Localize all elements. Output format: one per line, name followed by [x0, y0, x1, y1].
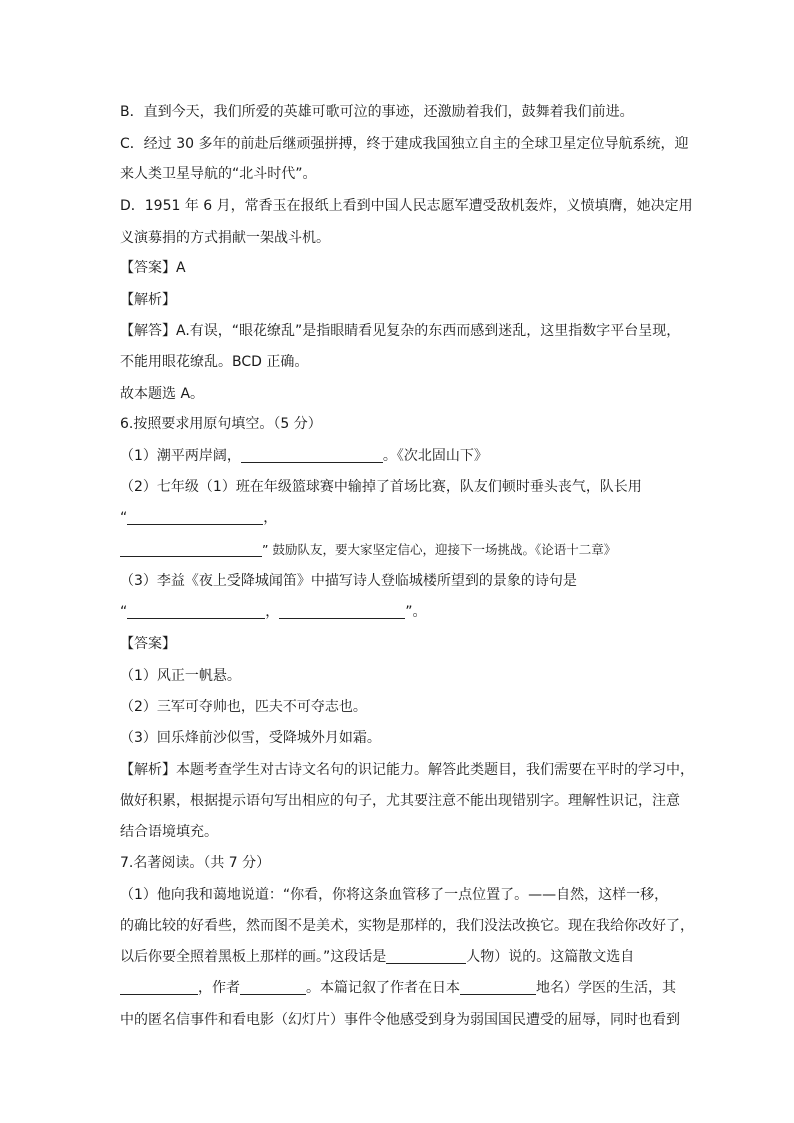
- analysis-6-line2: 做好积累，根据提示语句写出相应的句子，尤其要注意不能出现错别字。理解性识记，注意: [120, 793, 680, 809]
- comma: ，: [265, 604, 280, 620]
- question-6-2-line2: [120, 508, 277, 528]
- comma: ，: [263, 510, 278, 526]
- close-quote: ”。: [405, 604, 427, 620]
- answer-6-2: （2）三军可夺帅也，匹夫不可夺志也。: [120, 699, 367, 715]
- fill-blank: [127, 604, 265, 619]
- q6-1-prefix: （1）潮平两岸阔，: [120, 448, 241, 464]
- fill-blank: [460, 980, 536, 995]
- question-6-1: [120, 446, 488, 466]
- solution-5-line3: 故本题选 A。: [120, 386, 205, 402]
- question-7-1-line5: 中的匿名信事件和看电影（幻灯片）事件令他感受到身为弱国国民遭受的屈辱，同时也看到: [120, 1012, 680, 1028]
- fill-blank: [240, 980, 306, 995]
- open-quote: “: [120, 510, 128, 526]
- solution-5-line1: 【解答】A.有误，“眼花缭乱”是指眼睛看见复杂的东西而感到迷乱，这里指数字平台呈现，: [120, 323, 681, 339]
- fill-blank: [241, 448, 383, 463]
- fill-blank: [279, 604, 405, 619]
- answer-6-3: （3）回乐烽前沙似雪，受降城外月如霜。: [120, 730, 381, 746]
- question-7-1-line1: （1）他向我和蔼地说道：“你看，你将这条血管移了一点位置了。——自然，这样一移，: [120, 887, 669, 903]
- question-7-1-line4: [120, 978, 676, 998]
- question-6-3-line2: [120, 602, 427, 622]
- option-c-line2: 来人类卫星导航的“北斗时代”。: [120, 166, 317, 182]
- question-6-2-line3: [120, 540, 616, 560]
- solution-5-line2: 不能用眼花缭乱。BCD 正确。: [120, 354, 309, 370]
- question-6-2-line1: （2）七年级（1）班在年级篮球赛中输掉了首场比赛，队友们顿时垂头丧气，队长用: [120, 479, 642, 495]
- option-c-line1: C．经过 30 多年的前赴后继顽强拼搏，终于建成我国独立自主的全球卫星定位导航系统，迎: [120, 136, 689, 152]
- question-7-1-line3: [120, 947, 634, 967]
- q7-1-text-a: 以后你要全照着黑板上那样的画。”这段话是: [120, 949, 387, 965]
- question-6-title: 6.按照要求用原句填空。（5 分）: [120, 416, 322, 432]
- question-6-3-line1: （3）李益《夜上受降城闻笛》中描写诗人登临城楼所望到的景象的诗句是: [120, 573, 577, 589]
- q7-1-japan: 。本篇记叙了作者在日本: [306, 980, 460, 996]
- fill-blank: [120, 542, 262, 557]
- analysis-6-line3: 结合语境填充。: [120, 824, 218, 840]
- analysis-6-line1: 【解析】本题考查学生对古诗文名句的识记能力。解答此类题目，我们需要在平时的学习中，: [120, 762, 694, 778]
- q7-1-author: ，作者: [198, 980, 240, 996]
- option-d-line2: 义演募捐的方式捐献一架战斗机。: [120, 230, 330, 246]
- question-7-1-line2: 的确比较的好看些，然而图不是美术，实物是那样的，我们没法改换它。现在我给你改好了，: [120, 918, 694, 934]
- answer-6-heading: 【答案】: [120, 636, 176, 652]
- q6-1-suffix: 。《次北固山下》: [382, 448, 488, 464]
- q6-2-suffix: ” 鼓励队友，要大家坚定信心，迎接下一场挑战。《论语十二章》: [262, 542, 617, 557]
- answer-6-1: （1）风正一帆悬。: [120, 668, 241, 684]
- question-7-title: 7.名著阅读。（共 7 分）: [120, 855, 271, 871]
- q7-1-text-b: 人物）说的。这篇散文选自: [466, 949, 635, 965]
- analysis-heading-5: 【解析】: [120, 292, 176, 308]
- option-b: B．直到今天，我们所爱的英雄可歌可泣的事迹，还激励着我们，鼓舞着我们前进。: [120, 104, 634, 120]
- fill-blank: [127, 510, 263, 525]
- fill-blank: [386, 949, 466, 964]
- q7-1-place: 地名）学医的生活，其: [536, 980, 676, 996]
- option-d-line1: D．1951 年 6 月，常香玉在报纸上看到中国人民志愿军遭受敌机轰炸，义愤填膺，她决定用: [120, 198, 693, 214]
- answer-5: 【答案】A: [120, 260, 186, 276]
- fill-blank: [120, 980, 198, 995]
- open-quote: “: [120, 604, 128, 620]
